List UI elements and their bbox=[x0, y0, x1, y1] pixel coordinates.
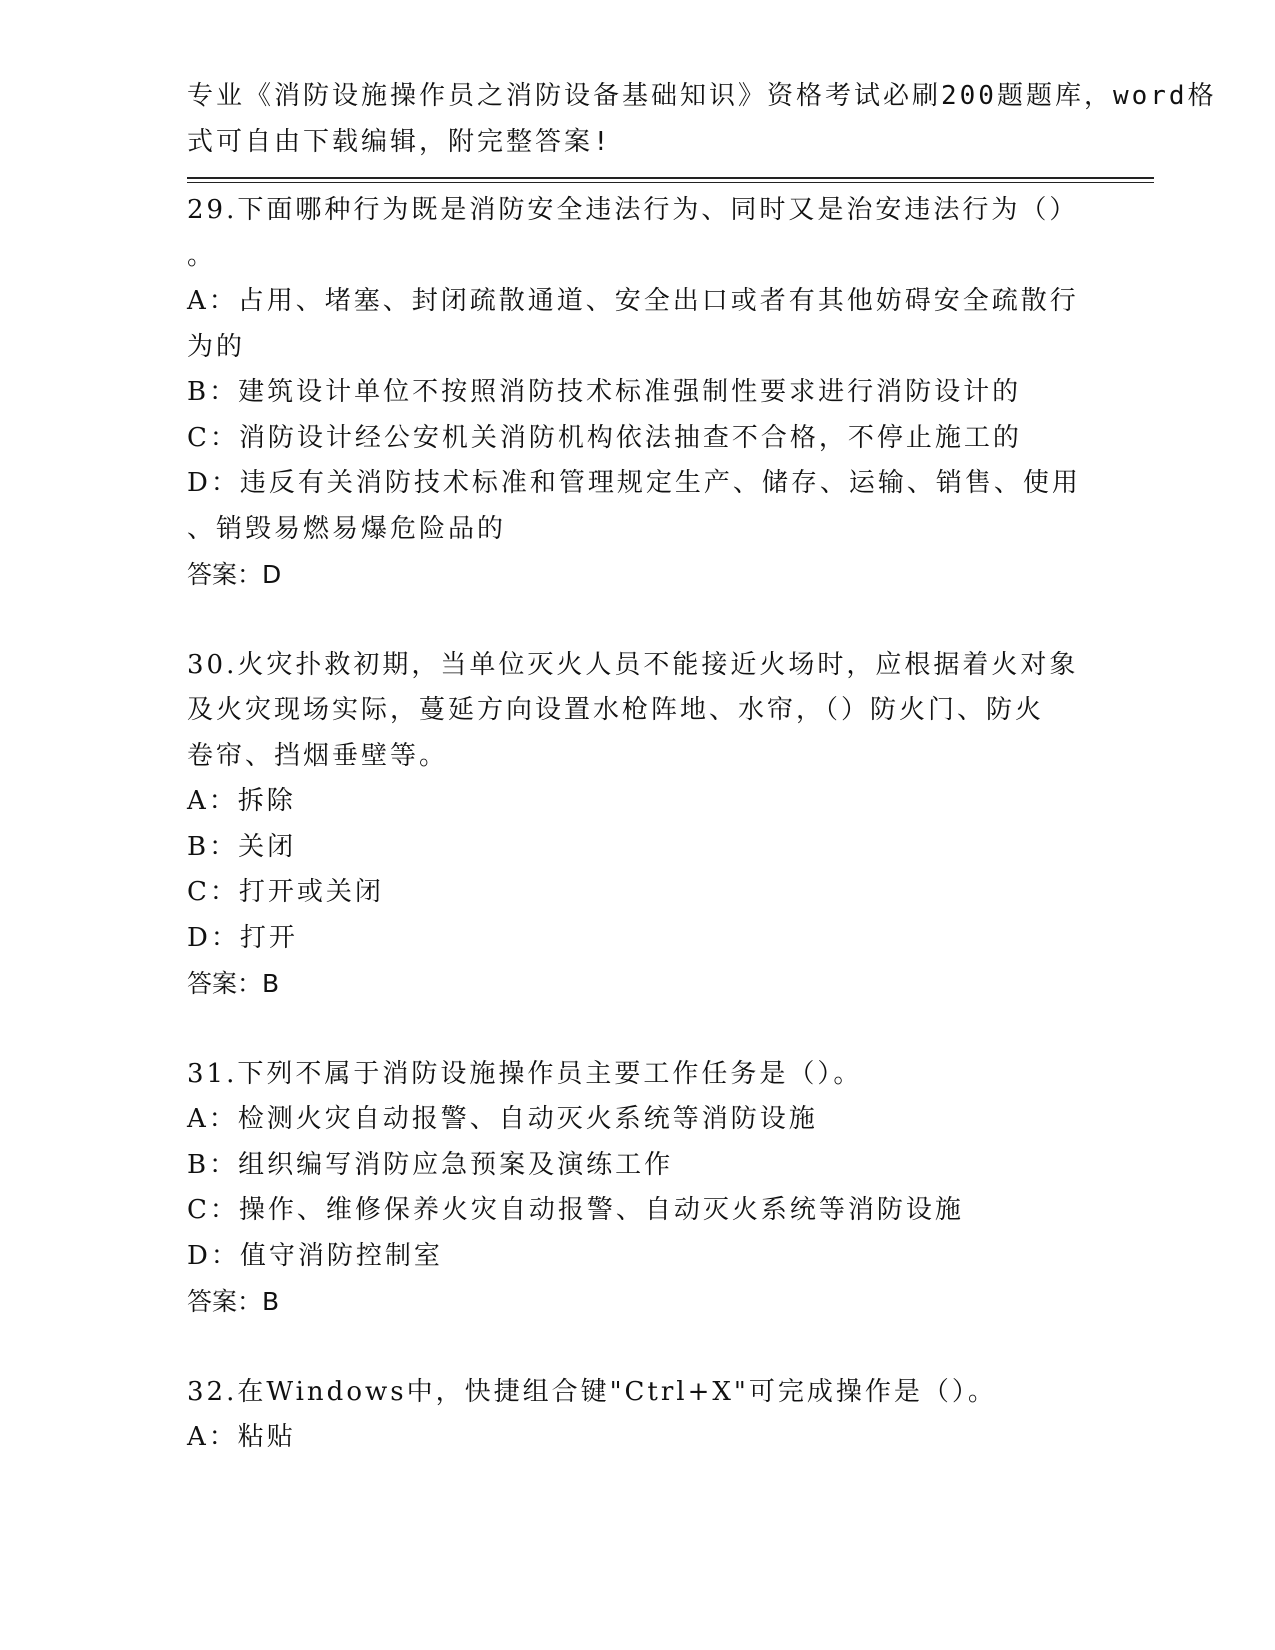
header-line-2: 式可自由下载编辑，附完整答案! bbox=[187, 126, 612, 157]
question-line: B：建筑设计单位不按照消防技术标准强制性要求进行消防设计的 bbox=[187, 377, 1022, 407]
question-spacer bbox=[187, 1007, 1087, 1052]
question-line: A：拆除 bbox=[187, 786, 296, 816]
question-line: B：组织编写消防应急预案及演练工作 bbox=[187, 1149, 674, 1180]
header-divider-thin bbox=[187, 182, 1154, 183]
question-stem: 29.下面哪种行为既是消防安全违法行为、同时又是治安违法行为（） bbox=[187, 195, 1079, 225]
question-line: 为的 bbox=[187, 331, 246, 362]
question-block bbox=[187, 1370, 1087, 1461]
question-stem: 30.火灾扑救初期，当单位灭火人员不能接近火场时，应根据着火对象 bbox=[187, 649, 1079, 680]
question-line: 。 bbox=[187, 240, 217, 271]
question-stem: 31.下列不属于消防设施操作员主要工作任务是（）。 bbox=[187, 1058, 863, 1089]
question-block bbox=[187, 1052, 1087, 1325]
question-line: 及火灾现场实际，蔓延方向设置水枪阵地、水帘，（）防火门、防火 bbox=[187, 695, 1045, 725]
question-line: D：值守消防控制室 bbox=[187, 1240, 443, 1271]
question-line: A：粘贴 bbox=[187, 1422, 296, 1452]
question-line: D：违反有关消防技术标准和管理规定生产、储存、运输、销售、使用 bbox=[187, 468, 1081, 498]
header-divider bbox=[187, 177, 1154, 179]
question-block bbox=[187, 643, 1087, 1007]
question-line: 、销毁易燃易爆危险品的 bbox=[187, 513, 507, 544]
question-line: C：消防设计经公安机关消防机构依法抽查不合格，不停止施工的 bbox=[187, 422, 1022, 453]
document-header bbox=[187, 74, 1217, 165]
question-spacer bbox=[187, 1325, 1087, 1370]
question-line: A：检测火灾自动报警、自动灭火系统等消防设施 bbox=[187, 1104, 818, 1134]
question-block bbox=[187, 188, 1087, 598]
question-line: C：操作、维修保养火灾自动报警、自动灭火系统等消防设施 bbox=[187, 1195, 964, 1225]
answer-line: 答案：B bbox=[187, 1287, 280, 1316]
question-line: A：占用、堵塞、封闭疏散通道、安全出口或者有其他妨碍安全疏散行 bbox=[187, 286, 1079, 316]
answer-line: 答案：D bbox=[187, 560, 282, 589]
answer-line: 答案：B bbox=[187, 969, 280, 998]
question-line: 卷帘、挡烟垂壁等。 bbox=[187, 740, 449, 771]
question-line: C：打开或关闭 bbox=[187, 877, 384, 907]
question-list bbox=[187, 188, 1087, 1461]
question-stem: 32.在Windows中，快捷组合键"Ctrl+X"可完成操作是（）。 bbox=[187, 1376, 997, 1407]
question-line: B：关闭 bbox=[187, 831, 297, 862]
header-line-1: 专业《消防设施操作员之消防设备基础知识》资格考试必刷200题题库，word格 bbox=[187, 81, 1217, 111]
question-spacer bbox=[187, 598, 1087, 643]
question-line: D：打开 bbox=[187, 922, 298, 953]
